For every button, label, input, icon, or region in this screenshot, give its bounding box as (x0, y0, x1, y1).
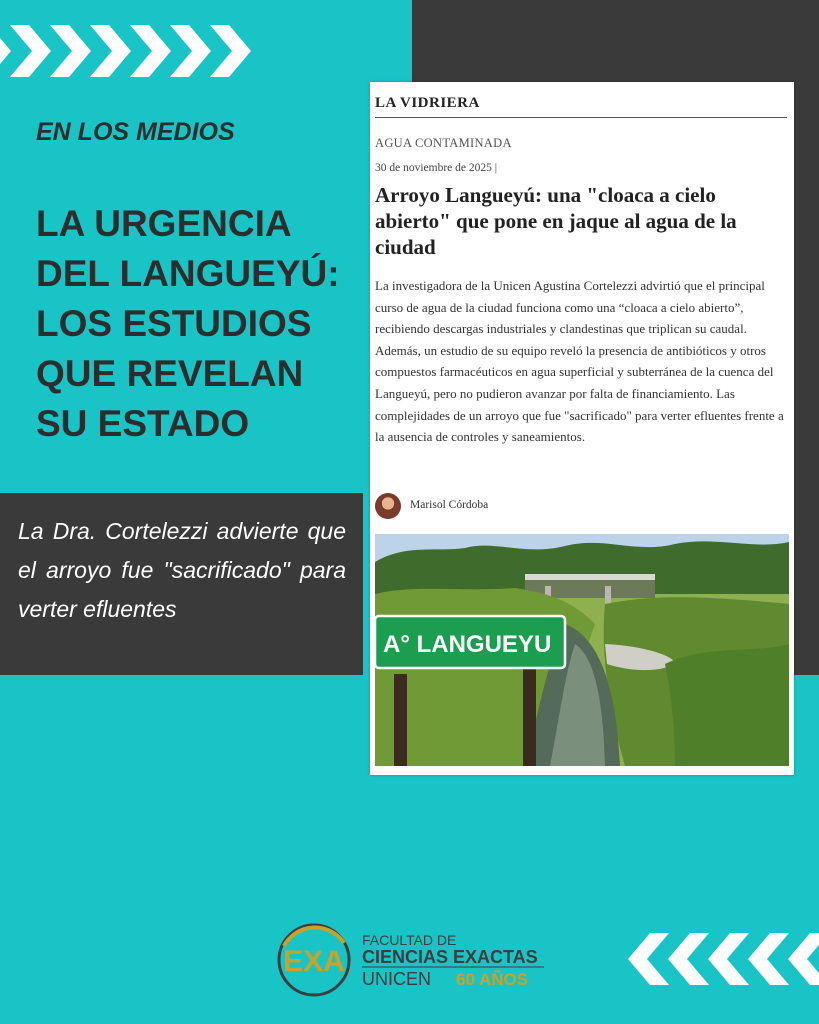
article-photo-stream (375, 534, 789, 766)
quote-text: La Dra. Cortelezzi advierte que el arroyo fue "sacrificado" para verter efluentes (18, 518, 346, 622)
logo-unicen: UNICEN (362, 969, 432, 989)
page-headline: LA URGENCIA DEL LANGUEYÚ: LOS ESTUDIOS QUE REVELAN SU ESTADO (36, 203, 340, 444)
publication-masthead: LA VIDRIERA (375, 95, 480, 111)
article-date: 30 de noviembre de 2025 | (375, 162, 498, 174)
logo-line-1: FACULTAD DE (362, 932, 457, 948)
article-title: Arroyo Langueyú: una "cloaca a cielo abierto" que pone en jaque al agua de la ciudad (375, 183, 737, 259)
exa-logo (276, 921, 548, 999)
exa-logo-mark: EXA (283, 945, 345, 978)
logo-anniversary: 60 AÑOS (456, 970, 529, 989)
masthead-divider (375, 117, 787, 118)
logo-line-2: CIENCIAS EXACTAS (362, 947, 538, 967)
news-article-card (370, 82, 794, 775)
author-name: Marisol Córdoba (410, 499, 489, 511)
author-avatar (375, 493, 401, 519)
article-section-label: AGUA CONTAMINADA (375, 136, 512, 150)
article-body: La investigadora de la Unicen Agustina Cortelezzi advirtió que el principal curso de agua de la ciudad funciona como una “cloaca a cielo abierto”, recibiendo descargas industriales y clandestinas que triplican su caudal. Además, un estudio de su equipo reveló la presencia de antibióticos y otros compuestos farmacéuticos en agua superficial y subterránea de la cuenca del Langueyú, pero no pudieron avanzar por falta de financiamiento. Las complejidades de un arroyo que fue "sacrificado" para verter efluentes frente a la ausencia de controles y saneamientos. (375, 278, 784, 445)
chevron-arrows-top-icon (0, 25, 265, 77)
section-kicker: EN LOS MEDIOS (36, 118, 235, 146)
chevron-arrows-bottom-icon (628, 933, 819, 985)
sign-text: A° LANGUEYU (383, 631, 552, 658)
